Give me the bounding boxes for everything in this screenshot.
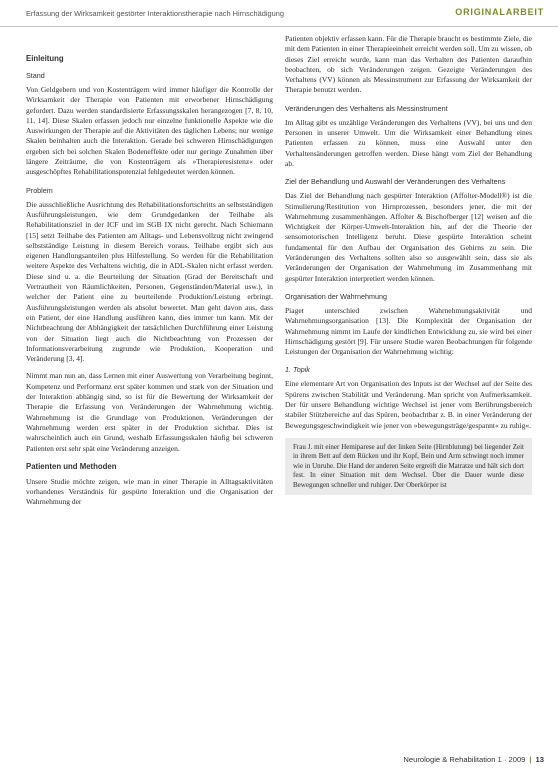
heading-einleitung: Einleitung — [26, 54, 64, 63]
paragraph-continuation: Patienten objektiv erfassen kann. Für die Therapie braucht es bestimmte Ziele, die mit dem Patienten in einer Therapieeinheit erreicht werden soll. Um zu wissen, ob dieses Ziel erreicht wurde, kann man das Verhalten des Patienten daraufhin beobachten, ob sich Veränderungen zeigen. Gezeigte Veränderungen des Verhaltens (VV) können als Messinstrument zur Erfassung der Wirksamkeit der Therapie benutzt werden. — [285, 34, 532, 95]
section-tag: ORIGINALARBEIT — [455, 7, 544, 17]
paragraph-stand: Von Geldgebern und von Kostenträgern wird immer häufiger die Kontrolle der Wirksamkeit der Therapie von Patienten mit erworbener Hirnschädigung gefordert. Dazu werden standardisierte Erfassungsskalen herangezogen [7, 8, 10, 11, 14]. Diese Skalen erfassen jedoch nur einzelne funktionelle Aspekte wie die Auswirkungen der Therapie auf die Aktivitäten des täglichen Lebens; nur wenige Skalen beinhalten auch die Interaktion. Gerade bei schweren Hirnschädigungen ergeben sich bei solchen Skalen Bodeneffekte oder nur geringe Zunahmen über längere Zeiträume, die von Kostenträgern als »Therapieresistenz« oder ausgeschöpftes Rehabilitationspotenzial fehlgedeutet werden können. — [26, 85, 273, 177]
footer-separator: | — [529, 755, 532, 764]
case-example-box — [285, 438, 532, 495]
paragraph-topik: Eine elementare Art von Organisation des Inputs ist der Wechsel auf der Seite des Spürens zwischen Stabilität und Veränderung. Man spricht von Aufmerksamkeit. Der für unsere Behandlung wichtige Wechsel ist jener vom Berührungsbereich stabiler Stützbereiche auf das Spüren, beobachtbar z. B. in einer Veränderung der Bewegungsgeschwindigkeit wie jener von »bewegungsträge/gespannt« zu ruhig«. — [285, 379, 532, 430]
heading-ziel-behandlung: Ziel der Behandlung und Auswahl der Veränderungen des Verhaltens — [285, 177, 506, 187]
heading-problem: Problem — [26, 185, 53, 195]
left-column — [26, 34, 273, 746]
page-number: 13 — [535, 755, 544, 764]
heading-topik: 1. Topik — [285, 365, 310, 375]
paragraph-problem-2: Nimmt man nun an, dass Lernen mit einer Auswertung von Verarbeitung beginnt, Kompetenz und Performanz erst später kommen und stark von der Situation und der Interaktion abhängig sind, so ist für die Bewertung der Wirksamkeit der Therapie die Erfassung von Veränderungen der Wahrnehmung wichtig. Wahrnehmung ist die Grundlage von Produktionen. Veränderungen der Wahrnehmung werden erst später in der Produktion sichtbar. Dies ist wahrscheinlich auch ein Grund, weshalb Erfassungsskalen häufig bei schweren Patienten erst sehr spät eine Veränderung anzeigen. — [26, 371, 273, 453]
paragraph-patienten: Unsere Studie möchte zeigen, wie man in einer Therapie in Alltagsaktivitäten vorhandenes Verständnis für gespürte Interaktion und die Organisation der Wahrnehmung der — [26, 476, 273, 507]
paragraph-ziel: Das Ziel der Behandlung nach gespürter Interaktion (Affolter-Modell®) ist die Stimulierung/Restitution von Hirnprozessen, besonders jener, die mit der Wahrnehmung zusammenhängen. Affolter & Bischofberger [12] weisen auf die Wichtigkeit der Körper-Umwelt-Interaktion hin, auf der die Theorie der sensomotorischen Intelligenz beruht. Diese gespürte Interaktion scheint fundamental für den Aufbau der Organisation des Gehirns zu sein. Die Veränderungen des Verhaltens sollten also so ausgewählt sein, dass sie als Veränderungen der Organisation der Wahrnehmung im Zusammenhang mit gespürter Interaktion interpretiert werden können. — [285, 191, 532, 283]
paragraph-organisation: Piaget unterschied zwischen Wahrnehmungsaktivität und Wahrnehmungsorganisation [13]. Die Komplexität der Organisation der Wahrnehmung nimmt im Laufe der kindlichen Entwicklung zu, sie wird bei einer Hirnschädigung gestört [9]. Für unsere Studie waren Beobachtungen für folgende Leistungen der Organisation der Wahrnehmung wichtig: — [285, 305, 532, 357]
page-footer — [403, 755, 544, 764]
heading-patienten-methoden: Patienten und Methoden — [26, 461, 117, 471]
page-header — [0, 0, 558, 27]
heading-stand: Stand — [26, 71, 45, 80]
right-column — [285, 34, 532, 746]
running-title: Erfassung der Wirksamkeit gestörter Interaktionstherapie nach Hirnschädigung — [26, 9, 284, 18]
paragraph-problem-1: Die ausschließliche Ausrichtung des Rehabilitationsfortschritts an selbstständigen Ausführungsleistungen, wie dem Grundgedanken der Teilhabe als Rehabilitationsziel in der ICF und im SGB IX nicht gerecht. Nach Schiemann [15] setzt Teilhabe des Patienten am Alltags- und Lebensvollzug nicht zwingend selbstständige Leistung in diesem Bereich voraus. Teilhabe ergibt sich aus eigenen Handlungsanteilen plus Hilfestellung. So werden für die Rehabilitation weitere Aspekte des Verhaltens wichtig, die in ADL-Skalen nicht erfasst werden. Diese sind u. a. die Beurteilung der Situation (Grad der Bereitschaft und Vertrautheit von Räumlichkeiten, Personen, Gegenständen/Material usw.), in welcher der Patient eine zu beurteilende Produktion/Leistung erbringt. Ausführungsleistungen werden als absolut bewertet. Man geht davon aus, dass ein Patient, der eine Handlung ausführen kann, dies immer tun kann. Mit der Nichtbeachtung der Abhängigkeit der tatsächlichen Durchführung einer Leistung von der Situation liegt auch die Nichtbeachtung von Prozessen der Informationsverarbeitung zugrunde wie Produktion, Kooperation und Veränderung [3, 4]. — [26, 199, 273, 364]
heading-organisation-wahrnehmung: Organisation der Wahrnehmung — [285, 291, 388, 301]
paragraph-verhalten: Im Alltag gibt es unzählige Veränderungen des Verhaltens (VV), bei uns und den Personen in unserer Umwelt. Um die Wirksamkeit einer Behandlung eines Patienten erfassen zu können, muss eine Auswahl unter den Verhaltensänderungen getroffen werden. Diese hängt vom Ziel der Behandlung ab. — [285, 117, 532, 168]
heading-verhalten-messinstrument: Veränderungen des Verhaltens als Messinstrument — [285, 103, 448, 113]
case-example-text: Frau J. mit einer Hemiparese auf der linken Seite (Hirnblutung) bei liegender Zeit in ihrem Bett auf dem Rücken und ihr Kopf, Bein und Arm schwingt noch immer wie in Unruhe. Die Hand der anderen Seite ergreift die Matratze und hält sich dort fest. In einer Situation mit dem Wechsel. Über die Dauer wurde diese Bewegungen schneller und ruhiger. Der Oberkörper ist — [293, 442, 524, 489]
journal-citation: Neurologie & Rehabilitation 1 · 2009 — [403, 755, 526, 764]
